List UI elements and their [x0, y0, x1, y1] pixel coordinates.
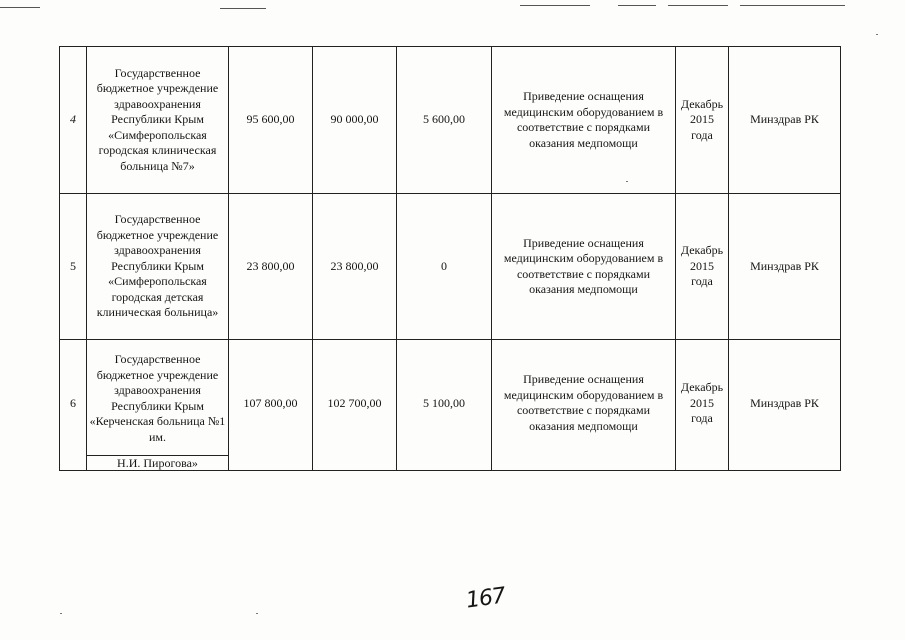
deadline-text: Декабрь 2015 года: [680, 380, 724, 425]
amount-total: 23 800,00: [229, 194, 313, 340]
table-row: [60, 340, 841, 471]
amount-b: 5 600,00: [397, 47, 492, 194]
amount-a: [313, 340, 397, 471]
deadline: [676, 340, 729, 471]
funding-table: [59, 46, 841, 471]
amount-total-text: 107 800,00: [243, 396, 298, 410]
row-number-text: 6: [70, 396, 76, 410]
responsible: Минздрав РК: [729, 47, 841, 194]
amount-a: 23 800,00: [313, 194, 397, 340]
responsible: [729, 340, 841, 471]
institution-name-cell: [87, 340, 229, 471]
row-number: 4: [60, 47, 87, 194]
row-number: [60, 340, 87, 471]
amount-b: 0: [397, 194, 492, 340]
purpose: [492, 340, 676, 471]
scan-artifact-line: [618, 5, 656, 6]
scan-artifact-dot: [60, 613, 62, 614]
scan-artifact-line: [668, 5, 728, 6]
purpose: Приведение оснащения медицинским оборудованием в соответствие с порядками оказания медпомощи: [492, 47, 676, 194]
handwritten-page-number: 167: [464, 583, 507, 614]
row-number: 5: [60, 194, 87, 340]
responsible: Минздрав РК: [729, 194, 841, 340]
amount-total: [229, 340, 313, 471]
scan-artifact-line: [740, 5, 845, 6]
amount-b: [397, 340, 492, 471]
deadline: Декабрь 2015 года: [676, 194, 729, 340]
table-row: [60, 47, 841, 194]
amount-total: 95 600,00: [229, 47, 313, 194]
amount-b-text: 5 100,00: [423, 396, 465, 410]
institution-name: Государственное бюджетное учреждение здравоохранения Республики Крым «Симферопольская городская клиническая больница №7»: [87, 47, 229, 194]
institution-name-continued: Н.И. Пирогова»: [87, 455, 228, 470]
table-row: [60, 194, 841, 340]
scan-artifact-line: [220, 8, 266, 9]
amount-a: 90 000,00: [313, 47, 397, 194]
scan-artifact-dot: [256, 613, 258, 614]
deadline: Декабрь 2015 года: [676, 47, 729, 194]
institution-name: Государственное бюджетное учреждение здравоохранения Республики Крым «Керченская больница №1 им.: [89, 352, 226, 444]
amount-a-text: 102 700,00: [327, 396, 382, 410]
scan-artifact-line: [520, 5, 590, 6]
institution-name: Государственное бюджетное учреждение здравоохранения Республики Крым «Симферопольская городская детская клиническая больница»: [87, 194, 229, 340]
scan-artifact-line: [0, 7, 40, 8]
purpose-text: Приведение оснащения медицинским оборудованием в соответствие с порядками оказания медпомощи: [503, 372, 664, 433]
scan-artifact-dot: [876, 34, 878, 35]
responsible-text: Минздрав РК: [750, 396, 819, 410]
purpose: Приведение оснащения медицинским оборудованием в соответствие с порядками оказания медпомощи: [492, 194, 676, 340]
